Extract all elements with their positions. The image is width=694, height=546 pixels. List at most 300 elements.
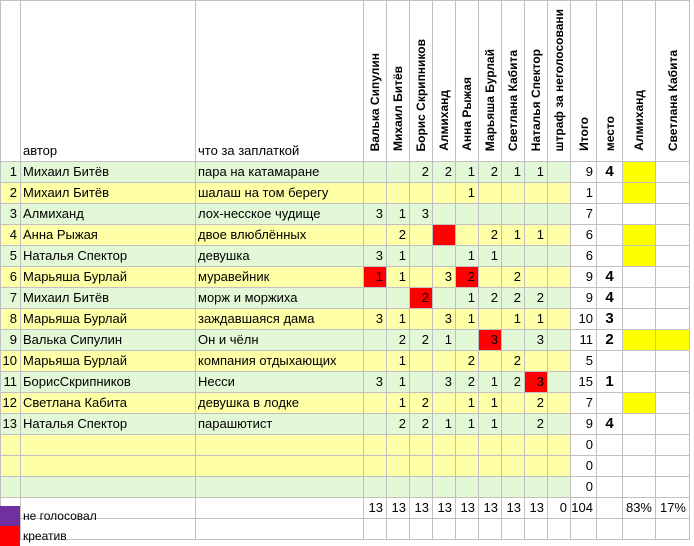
total-cell[interactable]: 9 [571,288,597,309]
vote-cell[interactable] [502,414,525,435]
header-author[interactable]: автор [21,1,196,162]
extra-cell[interactable] [656,477,690,498]
total-cell[interactable]: 11 [571,330,597,351]
vote-cell[interactable]: 1 [525,162,548,183]
header-extra[interactable] [656,1,690,162]
title-cell[interactable] [196,456,364,477]
vote-cell[interactable] [387,162,410,183]
vote-cell[interactable]: 2 [479,162,502,183]
author-cell[interactable]: Михаил Битёв [21,183,196,204]
vote-total-cell[interactable]: 13 [364,498,387,519]
row-number-cell[interactable]: 12 [1,393,21,414]
empty-cell[interactable] [364,519,387,540]
vote-total-cell[interactable]: 13 [387,498,410,519]
place-cell[interactable]: 4 [597,162,623,183]
total-cell[interactable]: 0 [571,477,597,498]
vote-cell[interactable]: 2 [410,330,433,351]
vote-total-cell[interactable]: 13 [410,498,433,519]
vote-cell[interactable]: 1 [433,414,456,435]
vote-cell[interactable]: 1 [387,246,410,267]
title-cell[interactable]: девушка в лодке [196,393,364,414]
extra-cell[interactable] [623,330,656,351]
vote-cell[interactable] [525,204,548,225]
vote-cell[interactable] [364,330,387,351]
vote-cell[interactable] [433,393,456,414]
author-cell[interactable]: Алмиханд [21,204,196,225]
vote-cell[interactable] [364,183,387,204]
author-cell[interactable]: Валька Сипулин [21,330,196,351]
extra-cell[interactable] [623,246,656,267]
vote-cell[interactable]: 2 [525,393,548,414]
vote-cell[interactable]: 1 [525,309,548,330]
author-cell[interactable]: БорисСкрипников [21,372,196,393]
vote-cell[interactable] [548,204,571,225]
place-cell[interactable]: 3 [597,309,623,330]
corner-cell[interactable] [1,1,21,162]
vote-cell[interactable]: 1 [456,414,479,435]
row-number-cell[interactable]: 2 [1,183,21,204]
vote-cell[interactable] [548,477,571,498]
vote-cell[interactable] [525,477,548,498]
empty-cell[interactable] [433,519,456,540]
vote-cell[interactable] [387,183,410,204]
extra-cell[interactable] [623,456,656,477]
vote-cell[interactable] [364,477,387,498]
totals-empty-cell[interactable] [597,498,623,519]
vote-cell[interactable] [364,351,387,372]
vote-cell[interactable] [548,414,571,435]
vote-cell[interactable] [502,435,525,456]
row-number-cell[interactable] [1,456,21,477]
author-cell[interactable]: Михаил Битёв [21,288,196,309]
vote-cell[interactable] [502,393,525,414]
header-voter[interactable] [456,1,479,162]
vote-cell[interactable]: 2 [410,162,433,183]
extra-cell[interactable] [656,225,690,246]
vote-cell[interactable]: 1 [479,393,502,414]
empty-cell[interactable] [656,519,690,540]
header-voter[interactable] [502,1,525,162]
vote-cell[interactable] [456,477,479,498]
title-cell[interactable]: пара на катамаране [196,162,364,183]
vote-cell[interactable] [525,183,548,204]
author-cell[interactable]: Анна Рыжая [21,225,196,246]
total-cell[interactable]: 0 [571,435,597,456]
vote-cell[interactable]: 3 [364,246,387,267]
title-cell[interactable] [196,435,364,456]
empty-cell[interactable] [502,519,525,540]
vote-cell[interactable]: 2 [456,267,479,288]
header-voter[interactable] [387,1,410,162]
vote-cell[interactable] [525,351,548,372]
vote-cell[interactable]: 1 [456,246,479,267]
title-cell[interactable]: парашютист [196,414,364,435]
vote-cell[interactable] [548,183,571,204]
vote-cell[interactable] [410,267,433,288]
author-cell[interactable]: Марьяша Бурлай [21,309,196,330]
vote-cell[interactable]: 3 [364,204,387,225]
vote-total-cell[interactable]: 13 [525,498,548,519]
vote-cell[interactable] [502,330,525,351]
vote-cell[interactable]: 2 [502,372,525,393]
vote-cell[interactable]: 2 [479,288,502,309]
vote-cell[interactable] [456,456,479,477]
vote-cell[interactable] [525,267,548,288]
empty-cell[interactable] [548,519,571,540]
vote-cell[interactable]: 2 [433,162,456,183]
vote-cell[interactable] [364,414,387,435]
vote-cell[interactable] [548,330,571,351]
vote-cell[interactable]: 1 [456,393,479,414]
vote-cell[interactable] [456,330,479,351]
vote-cell[interactable] [502,204,525,225]
total-cell[interactable]: 6 [571,246,597,267]
extra-cell[interactable] [656,456,690,477]
vote-cell[interactable] [548,393,571,414]
row-number-cell[interactable]: 5 [1,246,21,267]
header-total[interactable] [571,1,597,162]
extra-percent-cell[interactable]: 17% [656,498,690,519]
vote-cell[interactable] [387,456,410,477]
row-number-cell[interactable]: 6 [1,267,21,288]
vote-cell[interactable] [548,225,571,246]
vote-cell[interactable] [364,393,387,414]
title-cell[interactable]: лох-несское чудище [196,204,364,225]
extra-cell[interactable] [623,288,656,309]
author-cell[interactable]: Наталья Спектор [21,414,196,435]
total-cell[interactable]: 1 [571,183,597,204]
total-cell[interactable]: 0 [571,456,597,477]
extra-cell[interactable] [656,162,690,183]
extra-cell[interactable] [656,351,690,372]
title-cell[interactable]: шалаш на том берегу [196,183,364,204]
vote-cell[interactable]: 3 [410,204,433,225]
vote-cell[interactable] [456,435,479,456]
place-cell[interactable] [597,351,623,372]
extra-cell[interactable] [623,477,656,498]
vote-cell[interactable] [410,456,433,477]
place-cell[interactable]: 4 [597,288,623,309]
author-cell[interactable]: Марьяша Бурлай [21,351,196,372]
empty-cell[interactable] [456,519,479,540]
vote-cell[interactable] [410,435,433,456]
extra-cell[interactable] [623,225,656,246]
vote-cell[interactable] [548,309,571,330]
total-cell[interactable]: 9 [571,414,597,435]
row-number-cell[interactable]: 10 [1,351,21,372]
title-cell[interactable]: девушка [196,246,364,267]
vote-cell[interactable] [410,246,433,267]
place-cell[interactable] [597,183,623,204]
total-cell[interactable]: 6 [571,225,597,246]
header-voter[interactable] [525,1,548,162]
vote-cell[interactable]: 2 [502,288,525,309]
total-cell[interactable]: 9 [571,162,597,183]
vote-cell[interactable] [548,267,571,288]
vote-cell[interactable] [433,435,456,456]
title-cell[interactable]: заждавшаяся дама [196,309,364,330]
header-voter[interactable] [364,1,387,162]
extra-cell[interactable] [656,393,690,414]
vote-cell[interactable] [410,372,433,393]
vote-cell[interactable] [364,435,387,456]
vote-total-cell[interactable]: 13 [456,498,479,519]
vote-cell[interactable]: 3 [479,330,502,351]
empty-cell[interactable] [597,519,623,540]
vote-cell[interactable] [479,351,502,372]
extra-cell[interactable] [656,435,690,456]
header-voter[interactable] [479,1,502,162]
vote-cell[interactable] [502,246,525,267]
vote-cell[interactable]: 1 [502,309,525,330]
total-cell[interactable]: 7 [571,393,597,414]
extra-cell[interactable] [656,183,690,204]
title-cell[interactable]: Несси [196,372,364,393]
total-cell[interactable]: 10 [571,309,597,330]
row-number-cell[interactable] [1,477,21,498]
vote-cell[interactable]: 2 [479,225,502,246]
header-voter[interactable] [433,1,456,162]
vote-cell[interactable]: 2 [387,225,410,246]
extra-cell[interactable] [623,435,656,456]
vote-cell[interactable] [456,204,479,225]
place-cell[interactable] [597,246,623,267]
vote-cell[interactable] [410,351,433,372]
vote-cell[interactable]: 1 [387,372,410,393]
extra-percent-cell[interactable]: 83% [623,498,656,519]
vote-cell[interactable] [548,351,571,372]
vote-cell[interactable]: 3 [433,267,456,288]
author-cell[interactable] [21,456,196,477]
vote-cell[interactable]: 1 [387,267,410,288]
vote-total-cell[interactable]: 13 [433,498,456,519]
vote-cell[interactable]: 1 [479,246,502,267]
vote-cell[interactable] [548,288,571,309]
vote-cell[interactable]: 1 [433,330,456,351]
title-cell[interactable]: двое влюблённых [196,225,364,246]
extra-cell[interactable] [656,288,690,309]
vote-cell[interactable]: 1 [456,309,479,330]
place-cell[interactable] [597,456,623,477]
author-cell[interactable]: Марьяша Бурлай [21,267,196,288]
vote-cell[interactable] [410,183,433,204]
vote-total-cell[interactable]: 13 [502,498,525,519]
row-number-cell[interactable]: 8 [1,309,21,330]
extra-cell[interactable] [656,414,690,435]
vote-cell[interactable] [364,288,387,309]
vote-cell[interactable] [525,456,548,477]
place-cell[interactable] [597,225,623,246]
vote-cell[interactable] [410,225,433,246]
vote-cell[interactable]: 3 [525,372,548,393]
vote-cell[interactable] [479,183,502,204]
vote-cell[interactable]: 2 [410,414,433,435]
place-cell[interactable]: 4 [597,414,623,435]
vote-cell[interactable]: 1 [479,414,502,435]
vote-cell[interactable]: 1 [456,162,479,183]
header-title[interactable]: что за заплаткой [196,1,364,162]
extra-cell[interactable] [656,204,690,225]
vote-cell[interactable] [433,456,456,477]
total-cell[interactable]: 7 [571,204,597,225]
extra-cell[interactable] [623,183,656,204]
extra-cell[interactable] [623,414,656,435]
place-cell[interactable]: 2 [597,330,623,351]
author-cell[interactable]: Светлана Кабита [21,393,196,414]
vote-cell[interactable] [548,372,571,393]
total-cell[interactable]: 15 [571,372,597,393]
vote-cell[interactable]: 1 [387,309,410,330]
extra-cell[interactable] [656,309,690,330]
row-number-cell[interactable] [1,435,21,456]
title-cell[interactable]: морж и моржиха [196,288,364,309]
vote-cell[interactable] [548,246,571,267]
vote-cell[interactable] [479,456,502,477]
vote-cell[interactable] [548,456,571,477]
author-cell[interactable] [21,477,196,498]
vote-cell[interactable]: 2 [456,372,479,393]
place-cell[interactable]: 4 [597,267,623,288]
empty-cell[interactable] [525,519,548,540]
place-cell[interactable] [597,477,623,498]
vote-cell[interactable]: 1 [387,393,410,414]
place-cell[interactable] [597,393,623,414]
vote-cell[interactable] [433,477,456,498]
grand-total-cell[interactable]: 104 [571,498,597,519]
vote-cell[interactable] [387,477,410,498]
vote-total-cell[interactable]: 13 [479,498,502,519]
header-place[interactable] [597,1,623,162]
vote-cell[interactable]: 2 [525,288,548,309]
author-cell[interactable] [21,435,196,456]
empty-cell[interactable] [479,519,502,540]
vote-cell[interactable] [364,225,387,246]
place-cell[interactable]: 1 [597,372,623,393]
vote-cell[interactable] [548,435,571,456]
vote-cell[interactable]: 1 [364,267,387,288]
vote-cell[interactable]: 3 [433,372,456,393]
author-cell[interactable]: Наталья Спектор [21,246,196,267]
vote-cell[interactable]: 1 [387,204,410,225]
vote-cell[interactable] [479,267,502,288]
place-cell[interactable] [597,435,623,456]
extra-cell[interactable] [656,267,690,288]
vote-cell[interactable]: 2 [502,351,525,372]
vote-cell[interactable] [479,204,502,225]
vote-cell[interactable]: 3 [525,330,548,351]
row-number-cell[interactable]: 9 [1,330,21,351]
vote-cell[interactable] [433,225,456,246]
total-cell[interactable]: 5 [571,351,597,372]
vote-cell[interactable]: 3 [433,309,456,330]
author-cell[interactable]: Михаил Битёв [21,162,196,183]
vote-cell[interactable] [387,435,410,456]
vote-cell[interactable]: 3 [364,309,387,330]
vote-cell[interactable]: 1 [456,183,479,204]
extra-cell[interactable] [656,246,690,267]
extra-cell[interactable] [623,393,656,414]
empty-cell[interactable] [387,519,410,540]
row-number-cell[interactable]: 13 [1,414,21,435]
header-extra[interactable] [623,1,656,162]
row-number-cell[interactable]: 7 [1,288,21,309]
vote-cell[interactable] [364,456,387,477]
row-number-cell[interactable]: 1 [1,162,21,183]
extra-cell[interactable] [623,162,656,183]
header-voter[interactable] [548,1,571,162]
row-number-cell[interactable]: 3 [1,204,21,225]
total-cell[interactable]: 9 [571,267,597,288]
header-voter[interactable] [410,1,433,162]
vote-cell[interactable]: 2 [456,351,479,372]
vote-cell[interactable]: 1 [525,225,548,246]
vote-cell[interactable]: 2 [525,414,548,435]
extra-cell[interactable] [623,204,656,225]
title-cell[interactable]: муравейник [196,267,364,288]
extra-cell[interactable] [623,351,656,372]
vote-cell[interactable] [410,477,433,498]
vote-cell[interactable] [433,204,456,225]
vote-cell[interactable] [387,288,410,309]
vote-cell[interactable]: 2 [387,330,410,351]
extra-cell[interactable] [623,372,656,393]
vote-cell[interactable]: 1 [502,225,525,246]
vote-cell[interactable]: 1 [479,372,502,393]
vote-cell[interactable] [502,183,525,204]
title-cell[interactable]: Он и чёлн [196,330,364,351]
vote-cell[interactable] [456,225,479,246]
vote-cell[interactable]: 2 [387,414,410,435]
vote-cell[interactable] [433,183,456,204]
place-cell[interactable] [597,204,623,225]
vote-cell[interactable] [479,435,502,456]
empty-cell[interactable] [410,519,433,540]
vote-cell[interactable] [502,456,525,477]
vote-cell[interactable]: 1 [502,162,525,183]
vote-total-cell[interactable]: 0 [548,498,571,519]
extra-cell[interactable] [656,330,690,351]
row-number-cell[interactable]: 4 [1,225,21,246]
vote-cell[interactable] [410,309,433,330]
row-number-cell[interactable]: 11 [1,372,21,393]
vote-cell[interactable] [525,246,548,267]
empty-cell[interactable] [571,519,597,540]
vote-cell[interactable]: 1 [387,351,410,372]
vote-cell[interactable] [364,162,387,183]
empty-cell[interactable] [623,519,656,540]
vote-cell[interactable] [433,246,456,267]
vote-cell[interactable] [479,477,502,498]
vote-cell[interactable] [479,309,502,330]
vote-cell[interactable] [433,288,456,309]
vote-cell[interactable]: 2 [502,267,525,288]
empty-cell[interactable] [196,519,364,540]
totals-empty-cell[interactable] [196,498,364,519]
title-cell[interactable] [196,477,364,498]
extra-cell[interactable] [623,267,656,288]
extra-cell[interactable] [656,372,690,393]
vote-cell[interactable] [433,351,456,372]
vote-cell[interactable] [525,435,548,456]
vote-cell[interactable] [548,162,571,183]
extra-cell[interactable] [623,309,656,330]
vote-cell[interactable] [502,477,525,498]
vote-cell[interactable]: 3 [364,372,387,393]
title-cell[interactable]: компания отдыхающих [196,351,364,372]
vote-cell[interactable]: 2 [410,393,433,414]
vote-cell[interactable]: 1 [456,288,479,309]
vote-cell[interactable]: 2 [410,288,433,309]
